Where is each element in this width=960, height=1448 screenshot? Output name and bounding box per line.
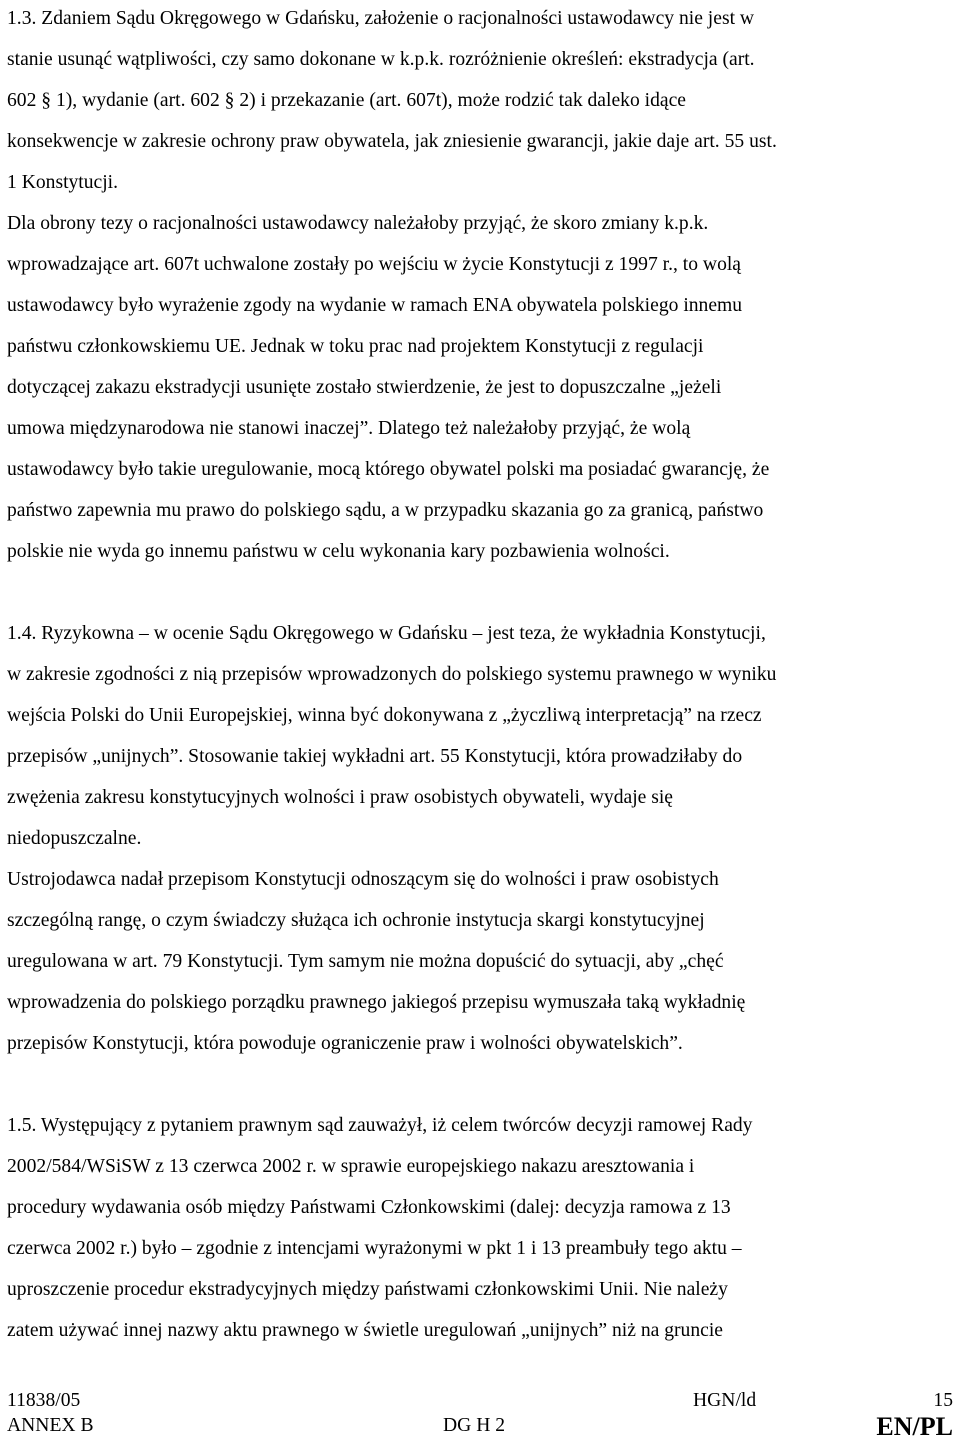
- doc-number: 11838/05: [7, 1390, 81, 1411]
- text-line: czerwca 2002 r.) było – zgodnie z intencjami wyrażonymi w pkt 1 i 13 preambuły tego aktu –: [7, 1238, 742, 1259]
- footer-row-top: [7, 1390, 953, 1416]
- text-line: państwu członkowskiemu UE. Jednak w toku prac nad projektem Konstytucji z regulacji: [7, 336, 704, 357]
- footer-row-bottom: [7, 1412, 953, 1445]
- language-code: EN/PL: [876, 1412, 953, 1441]
- text-line: konsekwencje w zakresie ochrony praw obywatela, jak zniesienie gwarancji, jakie daje art. 55 ust.: [7, 131, 777, 152]
- paragraph-gap: [7, 1064, 953, 1105]
- text-line: 1.4. Ryzykowna – w ocenie Sądu Okręgowego w Gdańsku – jest teza, że wykładnia Konstytucji,: [7, 623, 766, 644]
- document-body: [7, 0, 953, 1351]
- paragraph-1-3: [7, 0, 953, 572]
- text-line: przepisów „unijnych”. Stosowanie takiej wykładni art. 55 Konstytucji, która prowadziłaby do: [7, 746, 743, 767]
- text-line: 1 Konstytucji.: [7, 172, 119, 193]
- author-initials: HGN/ld: [693, 1390, 757, 1411]
- text-line: państwo zapewnia mu prawo do polskiego sądu, a w przypadku skazania go za granicą, państwo: [7, 500, 764, 521]
- text-line: niedopuszczalne.: [7, 828, 142, 849]
- paragraph-gap: [7, 572, 953, 613]
- page-number: 15: [933, 1390, 953, 1411]
- text-line: stanie usunąć wątpliwości, czy samo dokonane w k.p.k. rozróżnienie określeń: ekstradycja (art.: [7, 49, 755, 70]
- annex-label: ANNEX B: [7, 1415, 94, 1436]
- page-footer: [7, 1390, 953, 1448]
- text-line: przepisów Konstytucji, która powoduje ograniczenie praw i wolności obywatelskich”.: [7, 1033, 683, 1054]
- text-line: uregulowana w art. 79 Konstytucji. Tym samym nie można dopuścić do sytuacji, aby „chęć: [7, 951, 724, 972]
- text-line: polskie nie wyda go innemu państwu w celu wykonania kary pozbawienia wolności.: [7, 541, 670, 562]
- text-line: ustawodawcy było wyrażenie zgody na wydanie w ramach ENA obywatela polskiego innemu: [7, 295, 743, 316]
- text-line: 1.3. Zdaniem Sądu Okręgowego w Gdańsku, założenie o racjonalności ustawodawcy nie jest w: [7, 8, 755, 29]
- text-line: wprowadzenia do polskiego porządku prawnego jakiegoś przepisu wymuszała taką wykładnię: [7, 992, 746, 1013]
- text-line: szczególną rangę, o czym świadczy służąca ich ochronie instytucja skargi konstytucyjnej: [7, 910, 705, 931]
- text-line: umowa międzynarodowa nie stanowi inaczej”. Dlatego też należałoby przyjąć, że wolą: [7, 418, 691, 439]
- text-line: Ustrojodawca nadał przepisom Konstytucji odnoszącym się do wolności i praw osobistych: [7, 869, 719, 890]
- text-line: ustawodawcy było takie uregulowanie, mocą którego obywatel polski ma posiadać gwarancję, że: [7, 459, 770, 480]
- text-line: 602 § 1), wydanie (art. 602 § 2) i przekazanie (art. 607t), może rodzić tak daleko idące: [7, 90, 686, 111]
- text-line: uproszczenie procedur ekstradycyjnych między państwami członkowskimi Unii. Nie należy: [7, 1279, 728, 1300]
- paragraph-1-5: [7, 1105, 953, 1351]
- text-line: zwężenia zakresu konstytucyjnych wolności i praw osobistych obywateli, wydaje się: [7, 787, 674, 808]
- paragraph-1-4: [7, 613, 953, 1064]
- text-line: w zakresie zgodności z nią przepisów wprowadzonych do polskiego systemu prawnego w wyniku: [7, 664, 777, 685]
- text-line: wprowadzające art. 607t uchwalone zostały po wejściu w życie Konstytucji z 1997 r., to wolą: [7, 254, 741, 275]
- text-line: zatem używać innej nazwy aktu prawnego w świetle uregulowań „unijnych” niż na gruncie: [7, 1320, 723, 1341]
- dg-label: DG H 2: [443, 1415, 506, 1436]
- text-line: 2002/584/WSiSW z 13 czerwca 2002 r. w sprawie europejskiego nakazu aresztowania i: [7, 1156, 695, 1177]
- text-line: procedury wydawania osób między Państwami Członkowskimi (dalej: decyzja ramowa z 13: [7, 1197, 731, 1218]
- text-line: Dla obrony tezy o racjonalności ustawodawcy należałoby przyjąć, że skoro zmiany k.p.k.: [7, 213, 709, 234]
- text-line: 1.5. Występujący z pytaniem prawnym sąd zauważył, iż celem twórców decyzji ramowej Rady: [7, 1115, 753, 1136]
- text-line: dotyczącej zakazu ekstradycji usunięte zostało stwierdzenie, że jest to dopuszczalne „jeżeli: [7, 377, 722, 398]
- text-line: wejścia Polski do Unii Europejskiej, winna być dokonywana z „życzliwą interpretacją” na rzecz: [7, 705, 762, 726]
